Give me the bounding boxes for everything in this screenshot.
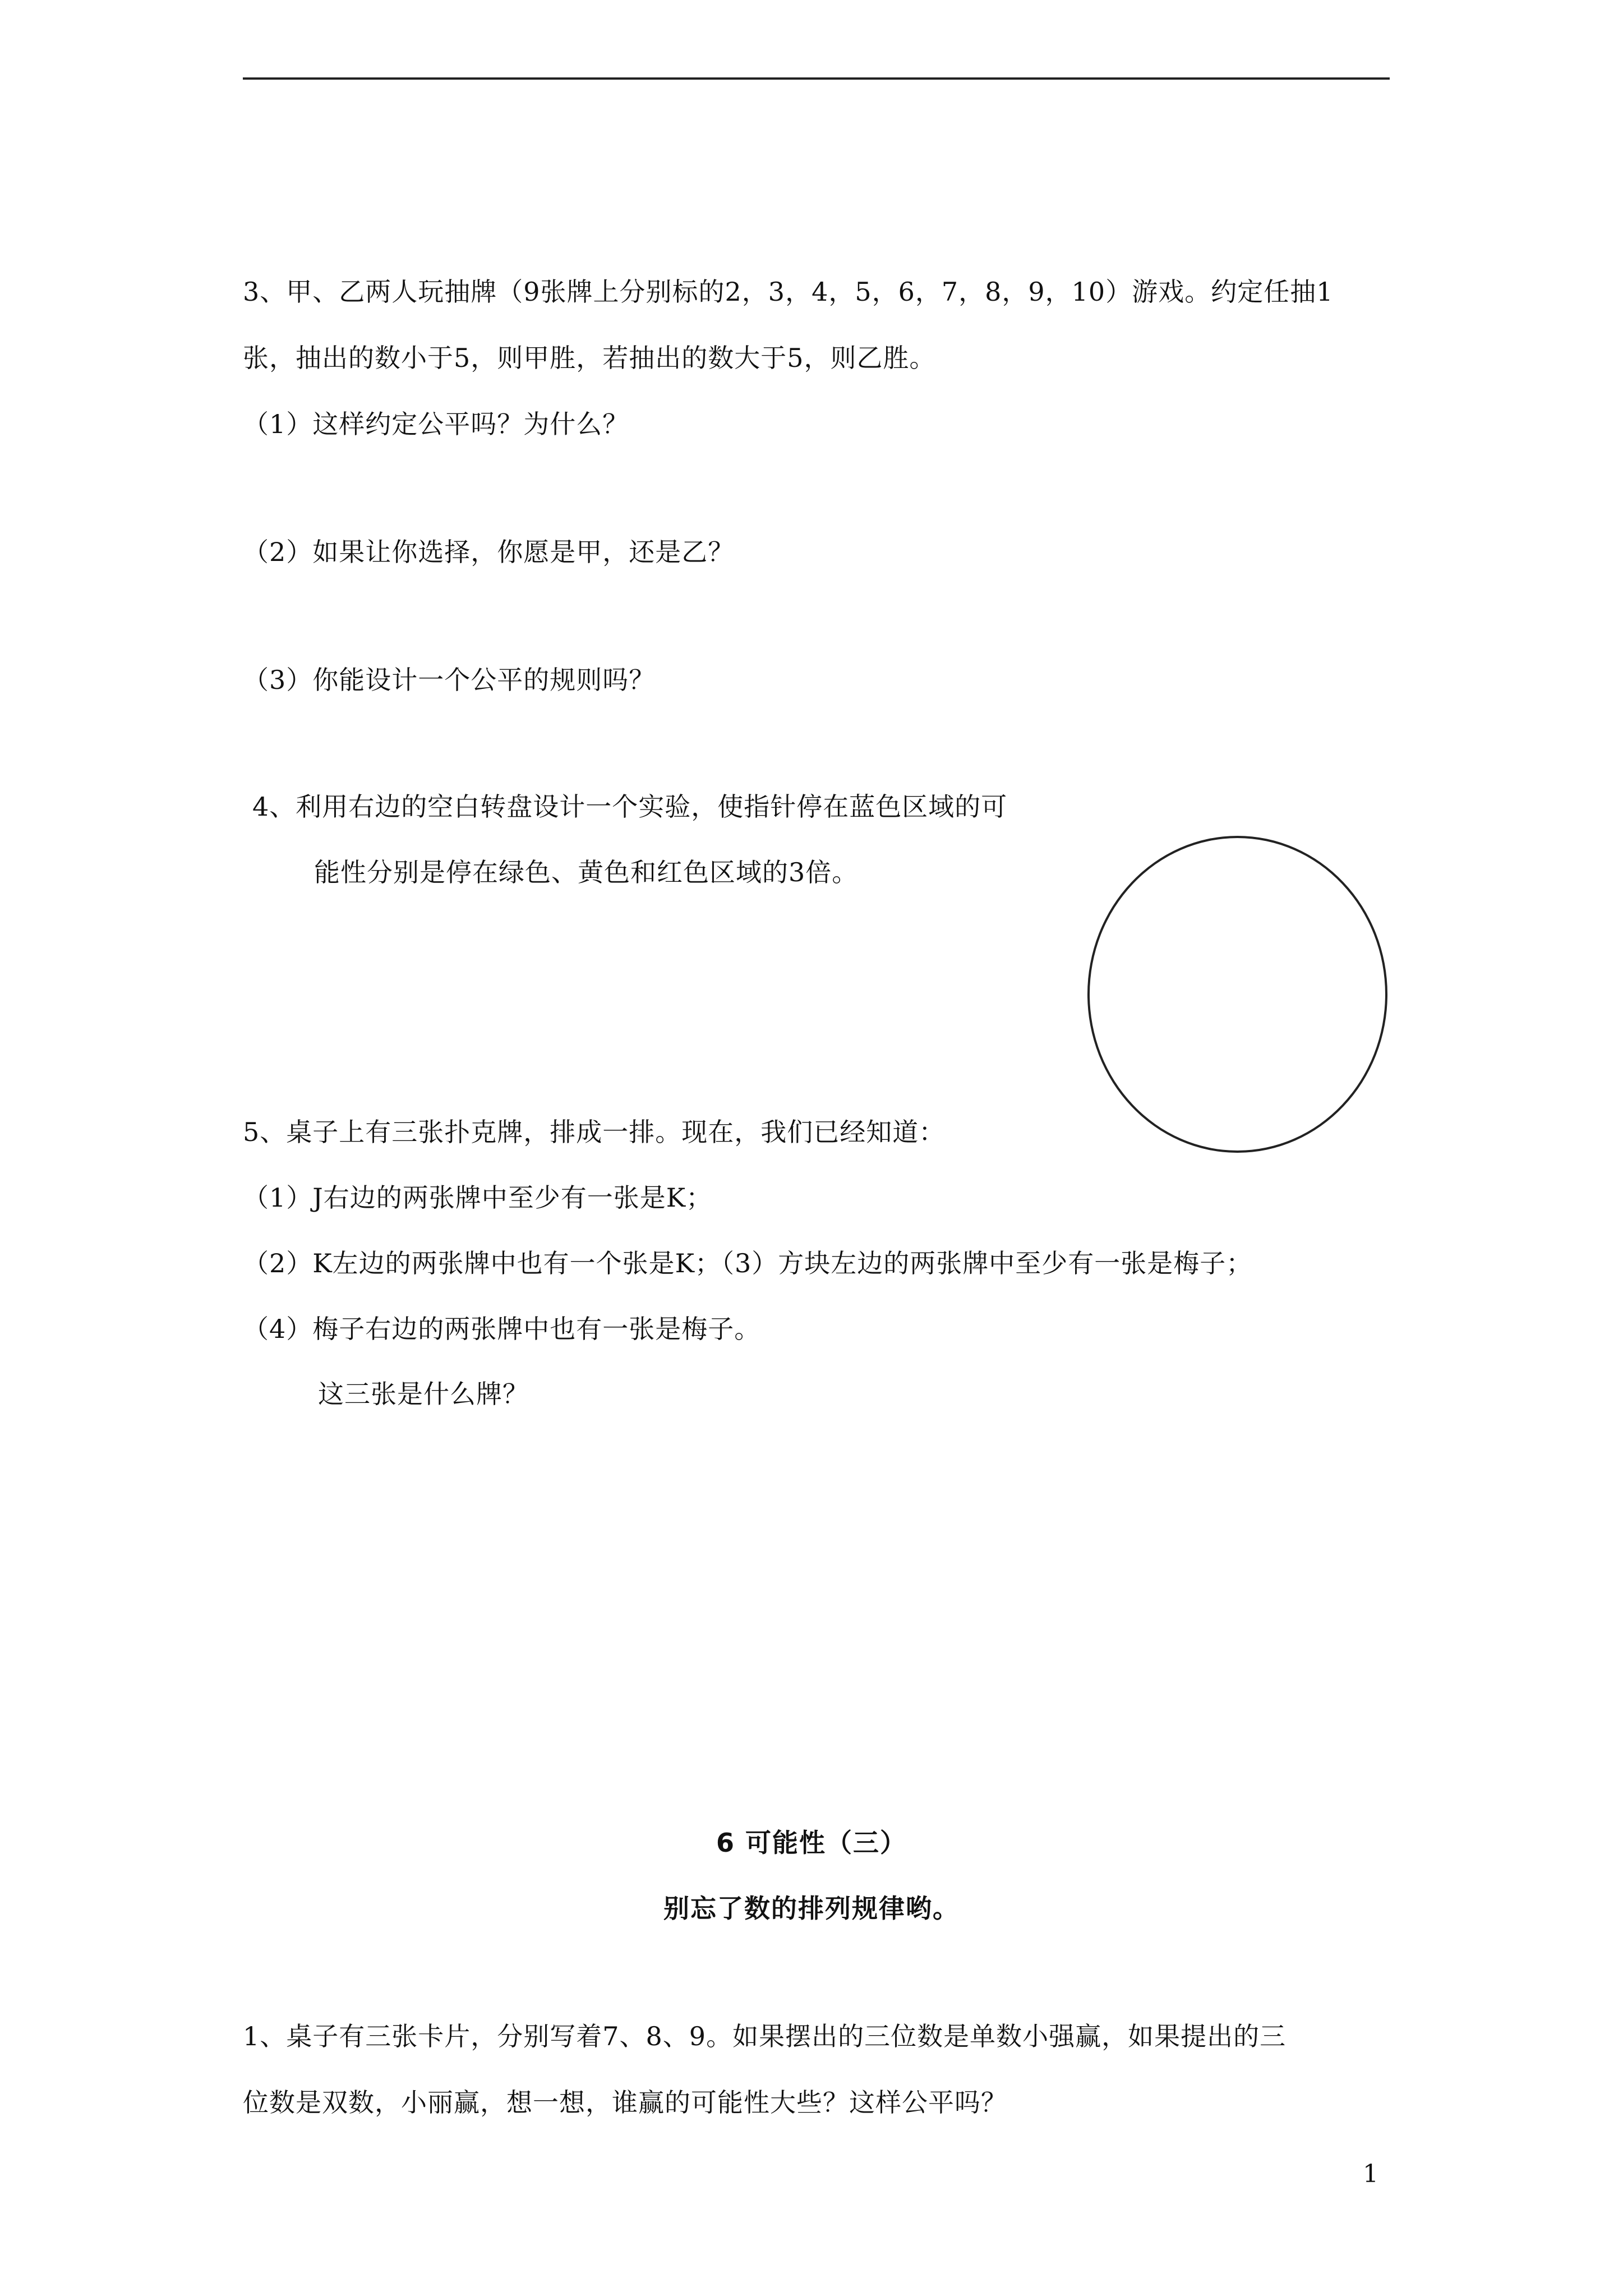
problem-5-question: 这三张是什么牌？ — [318, 1379, 529, 1409]
problem-5-clue-2-3: （2）K左边的两张牌中也有一个张是K；（3）方块左边的两张牌中至少有一张是梅子； — [243, 1248, 1253, 1278]
problem-4-line-2: 能性分别是停在绿色、黄色和红色区域的3倍。 — [314, 857, 859, 887]
blank-spinner-circle — [1087, 836, 1387, 1153]
section-subtitle: 别忘了数的排列规律哟。 — [663, 1893, 960, 1924]
problem-3-line-2: 张，抽出的数小于5，则甲胜，若抽出的数大于5，则乙胜。 — [243, 343, 936, 373]
header-rule — [243, 77, 1390, 80]
problem-5-line-1: 5、桌子上有三张扑克牌，排成一排。现在，我们已经知道： — [243, 1117, 946, 1147]
section6-problem-1-line-1: 1、桌子有三张卡片，分别写着7、8、9。如果摆出的三位数是单数小强赢，如果提出的三 — [243, 2021, 1287, 2051]
section-title: 6 可能性（三） — [716, 1828, 907, 1858]
page-number: 1 — [1363, 2160, 1378, 2188]
section6-problem-1-line-2: 位数是双数，小丽赢，想一想，谁赢的可能性大些？这样公平吗？ — [243, 2087, 1007, 2118]
problem-3-line-1: 3、甲、乙两人玩抽牌（9张牌上分别标的2，3，4，5，6，7，8，9，10）游戏。约定任抽1 — [243, 277, 1334, 307]
problem-3-question-3: （3）你能设计一个公平的规则吗？ — [243, 665, 656, 695]
problem-5-clue-1: （1）J右边的两张牌中至少有一张是K； — [243, 1182, 713, 1213]
problem-3-question-2: （2）如果让你选择，你愿是甲，还是乙？ — [243, 537, 735, 567]
problem-3-question-1: （1）这样约定公平吗？为什么？ — [243, 409, 629, 439]
problem-5-clue-4: （4）梅子右边的两张牌中也有一张是梅子。 — [243, 1314, 761, 1344]
problem-4-line-1: 4、利用右边的空白转盘设计一个实验，使指针停在蓝色区域的可 — [252, 792, 1008, 822]
